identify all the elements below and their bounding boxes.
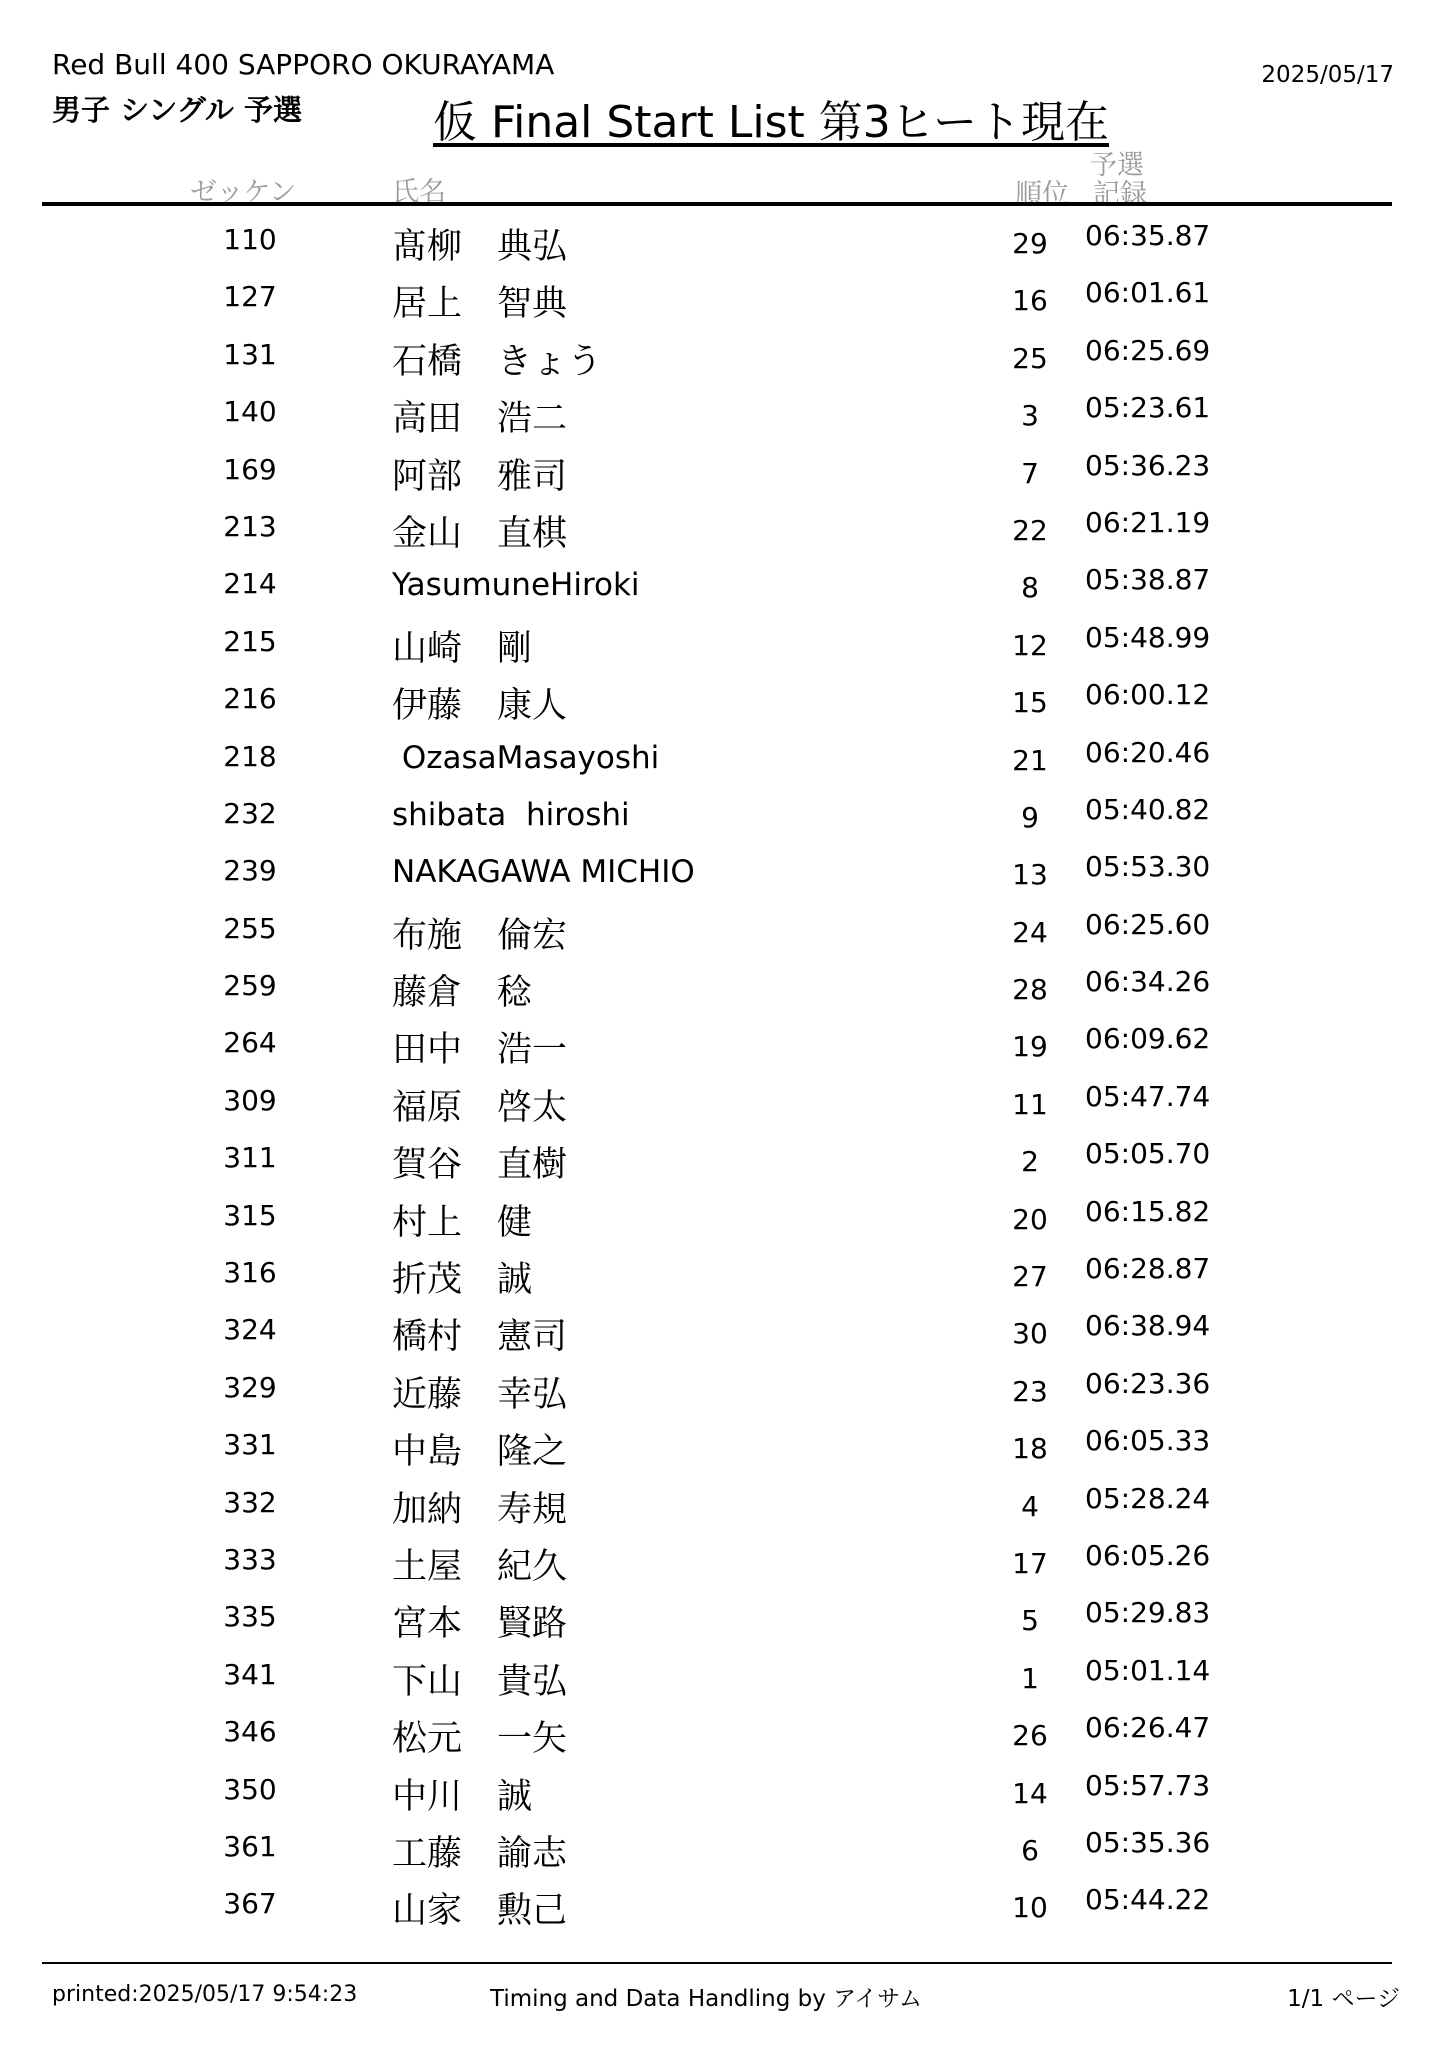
rank-cell: 18 — [1012, 1432, 1048, 1466]
table-row — [0, 385, 1446, 442]
bib-cell: 309 — [223, 1083, 277, 1117]
name-cell: 阿部 雅司 — [392, 456, 568, 497]
table-row — [0, 1877, 1446, 1934]
table-row — [0, 1016, 1446, 1073]
rank-cell: 6 — [1021, 1833, 1039, 1867]
printed-timestamp: printed:2025/05/17 9:54:23 — [52, 1982, 358, 2007]
rank-cell: 26 — [1012, 1719, 1048, 1753]
table-row — [0, 500, 1446, 557]
bib-cell: 259 — [223, 969, 277, 1003]
bib-cell: 333 — [223, 1542, 277, 1576]
table-row — [0, 1131, 1446, 1188]
name-cell: 布施 倫宏 — [392, 915, 568, 956]
bib-cell: 311 — [223, 1141, 277, 1175]
name-cell: 山家 勲己 — [392, 1891, 568, 1932]
table-row — [0, 1303, 1446, 1360]
table-row — [0, 1074, 1446, 1131]
time-cell: 06:01.61 — [1085, 276, 1211, 310]
bib-cell: 214 — [223, 567, 277, 601]
bib-cell: 213 — [223, 509, 277, 543]
table-row — [0, 959, 1446, 1016]
name-cell: 工藤 諭志 — [392, 1833, 568, 1874]
footer-divider — [42, 1962, 1392, 1964]
time-cell: 06:25.69 — [1085, 333, 1211, 367]
rank-cell: 3 — [1021, 399, 1039, 433]
name-cell: 宮本 賢路 — [392, 1604, 568, 1645]
bib-cell: 324 — [223, 1313, 277, 1347]
time-cell: 06:09.62 — [1085, 1022, 1211, 1056]
rank-cell: 13 — [1012, 858, 1048, 892]
name-cell: 伊藤 康人 — [392, 686, 568, 727]
table-row — [0, 1820, 1446, 1877]
table-row — [0, 1648, 1446, 1705]
time-cell: 05:48.99 — [1085, 620, 1211, 654]
table-row — [0, 1763, 1446, 1820]
bib-cell: 215 — [223, 624, 277, 658]
table-row — [0, 213, 1446, 270]
name-cell: 橋村 憲司 — [392, 1317, 568, 1358]
table-row — [0, 902, 1446, 959]
name-cell: 土屋 紀久 — [392, 1546, 568, 1587]
table-row — [0, 328, 1446, 385]
time-cell: 06:34.26 — [1085, 965, 1211, 999]
bib-cell: 346 — [223, 1715, 277, 1749]
name-cell: 居上 智典 — [392, 284, 568, 325]
time-cell: 05:38.87 — [1085, 563, 1211, 597]
time-cell: 05:40.82 — [1085, 792, 1211, 826]
name-cell: 金山 直棋 — [392, 513, 568, 554]
table-row — [0, 1361, 1446, 1418]
document-title: 仮 Final Start List 第3ヒート現在 — [433, 97, 1109, 148]
rank-cell: 11 — [1012, 1087, 1048, 1121]
bib-cell: 169 — [223, 452, 277, 486]
name-cell: 折茂 誠 — [392, 1260, 533, 1301]
column-header-bib: ゼッケン — [190, 177, 297, 208]
name-cell: 中川 誠 — [392, 1776, 533, 1817]
name-cell: 村上 健 — [392, 1202, 533, 1243]
time-cell: 05:29.83 — [1085, 1596, 1211, 1630]
name-cell: 中島 隆之 — [392, 1432, 568, 1473]
time-cell: 05:47.74 — [1085, 1079, 1211, 1113]
rank-cell: 16 — [1012, 284, 1048, 318]
time-cell: 06:21.19 — [1085, 505, 1211, 539]
bib-cell: 361 — [223, 1829, 277, 1863]
rank-cell: 9 — [1021, 800, 1039, 834]
table-row — [0, 557, 1446, 614]
table-row — [0, 730, 1446, 787]
time-cell: 05:28.24 — [1085, 1481, 1211, 1515]
table-row — [0, 270, 1446, 327]
rank-cell: 25 — [1012, 341, 1048, 375]
rank-cell: 7 — [1021, 456, 1039, 490]
time-cell: 05:53.30 — [1085, 850, 1211, 884]
rank-cell: 8 — [1021, 571, 1039, 605]
name-cell: 石橋 きょう — [392, 341, 603, 382]
name-cell: 髙柳 典弘 — [392, 227, 568, 267]
table-row — [0, 1476, 1446, 1533]
timing-credit: Timing and Data Handling by アイサム — [490, 1986, 922, 2012]
name-cell: NAKAGAWA MICHIO — [392, 854, 695, 891]
rank-cell: 30 — [1012, 1317, 1048, 1351]
rank-cell: 10 — [1012, 1891, 1048, 1925]
time-cell: 06:05.33 — [1085, 1424, 1211, 1458]
table-row — [0, 1418, 1446, 1475]
rank-cell: 19 — [1012, 1030, 1048, 1064]
bib-cell: 140 — [223, 395, 277, 429]
time-cell: 06:20.46 — [1085, 735, 1211, 769]
bib-cell: 341 — [223, 1657, 277, 1691]
bib-cell: 329 — [223, 1370, 277, 1404]
table-row — [0, 1246, 1446, 1303]
bib-cell: 316 — [223, 1256, 277, 1290]
header-divider — [42, 202, 1392, 206]
bib-cell: 218 — [223, 739, 277, 773]
bib-cell: 315 — [223, 1198, 277, 1232]
start-list-table — [0, 213, 1446, 1935]
time-cell: 06:15.82 — [1085, 1194, 1211, 1228]
time-cell: 06:25.60 — [1085, 907, 1211, 941]
name-cell: 田中 浩一 — [392, 1030, 568, 1071]
rank-cell: 27 — [1012, 1260, 1048, 1294]
table-row — [0, 615, 1446, 672]
name-cell: shibata hiroshi — [392, 796, 630, 833]
page-number: 1/1 ページ — [1287, 1986, 1400, 2012]
table-row — [0, 443, 1446, 500]
bib-cell: 264 — [223, 1026, 277, 1060]
column-header-name: 氏名 — [392, 177, 446, 208]
name-cell: 高田 浩二 — [392, 399, 568, 440]
table-row — [0, 787, 1446, 844]
time-cell: 06:35.87 — [1085, 219, 1211, 252]
rank-cell: 29 — [1012, 227, 1048, 260]
bib-cell: 332 — [223, 1485, 277, 1519]
bib-cell: 335 — [223, 1600, 277, 1634]
time-cell: 06:38.94 — [1085, 1309, 1211, 1343]
document-date: 2025/05/17 — [1261, 62, 1394, 88]
rank-cell: 15 — [1012, 686, 1048, 720]
rank-cell: 23 — [1012, 1374, 1048, 1408]
table-row — [0, 1590, 1446, 1647]
time-cell: 05:57.73 — [1085, 1768, 1211, 1802]
rank-cell: 17 — [1012, 1546, 1048, 1580]
table-row — [0, 672, 1446, 729]
rank-cell: 24 — [1012, 915, 1048, 949]
table-row — [0, 844, 1446, 901]
table-row — [0, 1705, 1446, 1762]
rank-cell: 1 — [1021, 1661, 1039, 1695]
rank-cell: 5 — [1021, 1604, 1039, 1638]
event-name: Red Bull 400 SAPPORO OKURAYAMA — [52, 48, 555, 81]
column-header-qualifying: 予選 — [1090, 150, 1144, 181]
table-row — [0, 1533, 1446, 1590]
column-header-record: 記録 — [1093, 179, 1147, 210]
bib-cell: 350 — [223, 1772, 277, 1806]
table-row — [0, 1189, 1446, 1246]
bib-cell: 255 — [223, 911, 277, 945]
rank-cell: 21 — [1012, 743, 1048, 777]
rank-cell: 4 — [1021, 1489, 1039, 1523]
bib-cell: 367 — [223, 1887, 277, 1921]
name-cell: 藤倉 稔 — [392, 973, 533, 1014]
rank-cell: 28 — [1012, 973, 1048, 1007]
bib-cell: 110 — [223, 223, 277, 256]
name-cell: 賀谷 直樹 — [392, 1145, 568, 1186]
bib-cell: 232 — [223, 796, 277, 830]
name-cell: 山崎 剛 — [392, 628, 533, 669]
name-cell: 近藤 幸弘 — [392, 1374, 568, 1415]
bib-cell: 131 — [223, 337, 277, 371]
time-cell: 05:44.22 — [1085, 1883, 1211, 1917]
bib-cell: 216 — [223, 682, 277, 716]
rank-cell: 22 — [1012, 513, 1048, 547]
time-cell: 05:36.23 — [1085, 448, 1211, 482]
time-cell: 05:23.61 — [1085, 391, 1211, 425]
name-cell: 松元 一矢 — [392, 1719, 568, 1760]
time-cell: 05:01.14 — [1085, 1653, 1211, 1687]
name-cell: 下山 貴弘 — [392, 1661, 568, 1702]
rank-cell: 20 — [1012, 1202, 1048, 1236]
time-cell: 06:23.36 — [1085, 1366, 1211, 1400]
bib-cell: 239 — [223, 854, 277, 888]
bib-cell: 127 — [223, 280, 277, 314]
time-cell: 05:35.36 — [1085, 1825, 1211, 1859]
column-header-rank: 順位 — [1015, 179, 1069, 210]
name-cell: 福原 啓太 — [392, 1087, 568, 1128]
rank-cell: 12 — [1012, 628, 1048, 662]
category-label: 男子 シングル 予選 — [52, 93, 303, 127]
time-cell: 06:00.12 — [1085, 678, 1211, 712]
time-cell: 05:05.70 — [1085, 1137, 1211, 1171]
name-cell: OzasaMasayoshi — [392, 739, 660, 776]
time-cell: 06:28.87 — [1085, 1252, 1211, 1286]
name-cell: 加納 寿規 — [392, 1489, 568, 1530]
time-cell: 06:26.47 — [1085, 1711, 1211, 1745]
name-cell: YasumuneHiroki — [392, 567, 640, 604]
rank-cell: 2 — [1021, 1145, 1039, 1179]
rank-cell: 14 — [1012, 1776, 1048, 1810]
bib-cell: 331 — [223, 1428, 277, 1462]
time-cell: 06:05.26 — [1085, 1538, 1211, 1572]
